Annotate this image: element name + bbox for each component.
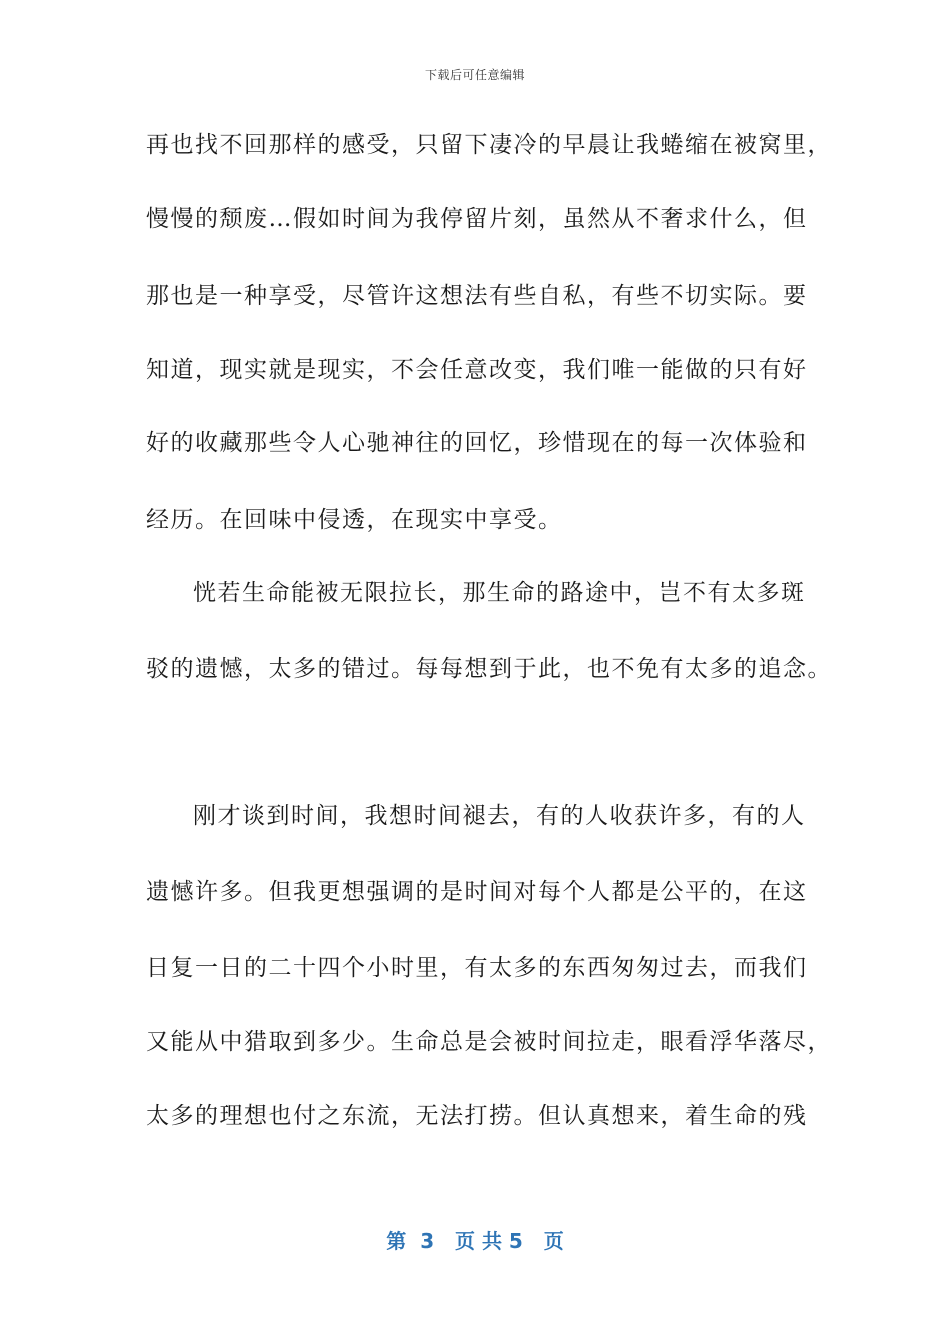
text-line: 那也是一种享受，尽管许这想法有些自私，有些不切实际。要 bbox=[146, 283, 808, 309]
page-header: 下载后可任意编辑 bbox=[424, 68, 525, 82]
text-line: 日复一日的二十四个小时里，有太多的东西匆匆过去，而我们 bbox=[146, 955, 808, 981]
text-line: 又能从中猎取到多少。生命总是会被时间拉走，眼看浮华落尽， bbox=[146, 1029, 832, 1055]
text-line: 慢慢的颓废…假如时间为我停留片刻，虽然从不奢求什么，但 bbox=[146, 206, 808, 232]
text-line: 经历。在回味中侵透，在现实中享受。 bbox=[146, 507, 563, 533]
text-line: 好的收藏那些令人心驰神往的回忆，珍惜现在的每一次体验和 bbox=[146, 430, 808, 456]
text-line: 刚才谈到时间，我想时间褪去，有的人收获许多，有的人 bbox=[193, 803, 806, 829]
text-line: 遗憾许多。但我更想强调的是时间对每个人都是公平的，在这 bbox=[146, 879, 808, 905]
text-line: 驳的遗憾，太多的错过。每每想到于此，也不免有太多的追念。 bbox=[146, 656, 832, 682]
text-line: 知道，现实就是现实，不会任意改变，我们唯一能做的只有好 bbox=[146, 357, 808, 383]
text-line: 再也找不回那样的感受，只留下凄冷的早晨让我蜷缩在被窝里， bbox=[146, 132, 832, 158]
text-line: 太多的理想也付之东流，无法打捞。但认真想来，着生命的残 bbox=[146, 1103, 808, 1129]
text-line: 恍若生命能被无限拉长，那生命的路途中，岂不有太多斑 bbox=[193, 580, 806, 606]
page-number: 第 3 页 共 5 页 bbox=[386, 1229, 564, 1253]
